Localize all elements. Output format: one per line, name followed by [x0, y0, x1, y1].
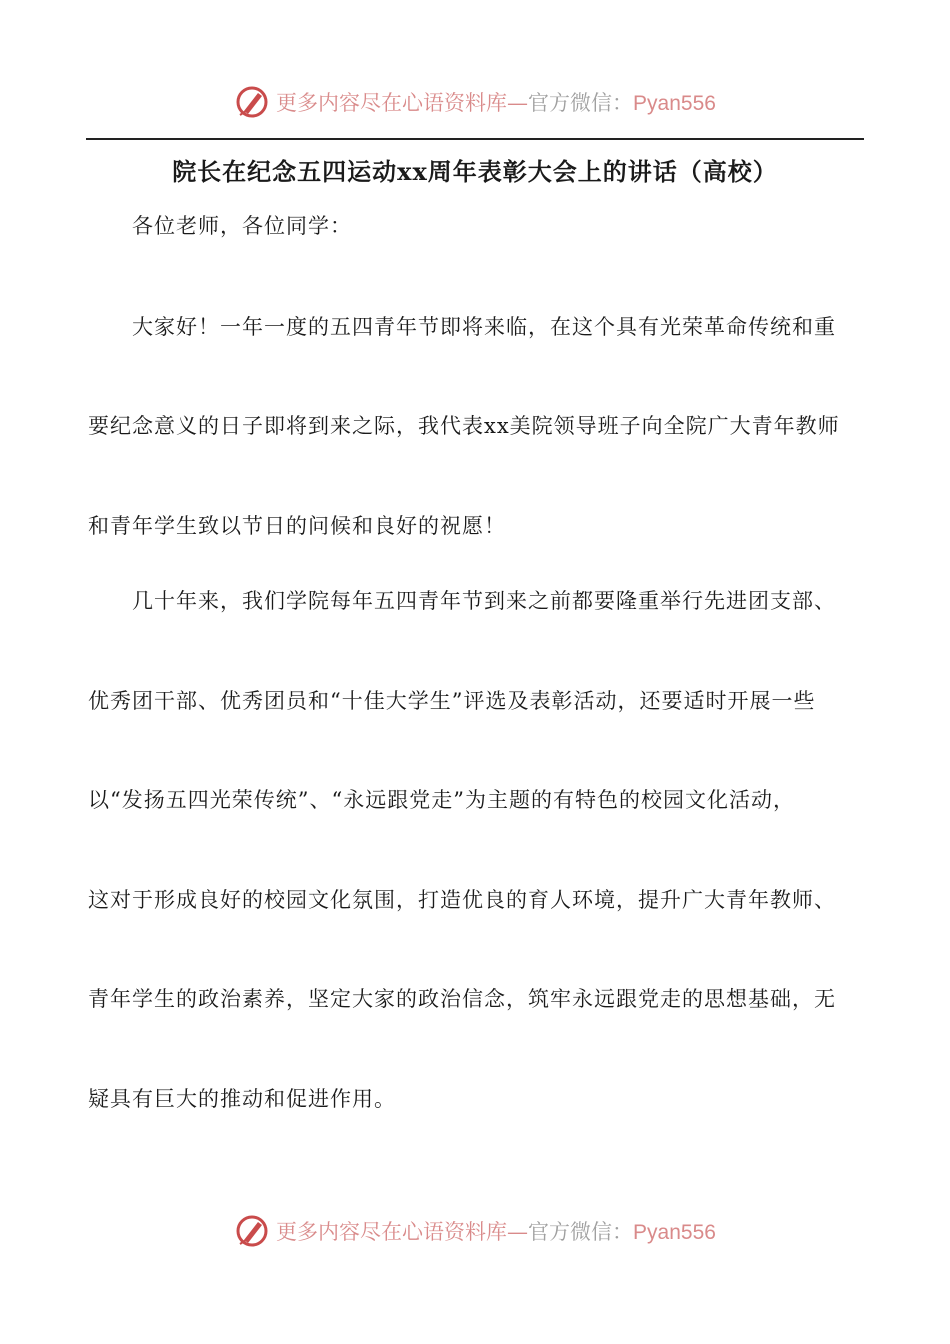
banner-wechat-id: Pyan556: [633, 92, 716, 115]
banner-dash: —: [507, 91, 529, 115]
paragraph-2-line-6: 疑具有巨大的推动和促进作用。: [88, 1087, 396, 1111]
paragraph-1-line-1: 大家好！一年一度的五四青年节即将来临，在这个具有光荣革命传统和重: [132, 315, 836, 339]
header-rule: [86, 138, 864, 140]
banner-main-text: 更多内容尽在心语资料库: [276, 1220, 508, 1244]
banner-wechat-id: Pyan556: [633, 1221, 716, 1244]
banner-wechat-label: 官方微信：: [528, 1220, 634, 1244]
document-title: 院长在纪念五四运动xx周年表彰大会上的讲话（高校）: [172, 157, 778, 186]
paragraph-2-line-2: 优秀团干部、优秀团员和“十佳大学生”评选及表彰活动，还要适时开展一些: [88, 689, 816, 713]
banner-text: [276, 1216, 716, 1246]
paragraph-1-line-3: 和青年学生致以节日的问候和良好的祝愿！: [88, 514, 506, 538]
paragraph-2-line-5: 青年学生的政治素养，坚定大家的政治信念，筑牢永远跟党走的思想基础，无: [88, 987, 836, 1011]
footer-banner: [0, 1209, 950, 1253]
paragraph-2-line-3: 以“发扬五四光荣传统”、“永远跟党走”为主题的有特色的校园文化活动，: [88, 788, 795, 812]
banner-main-text: 更多内容尽在心语资料库: [276, 91, 508, 115]
paragraph-2-line-4: 这对于形成良好的校园文化氛围，打造优良的育人环境，提升广大青年教师、: [88, 888, 836, 912]
banner-text: [276, 87, 716, 117]
paragraph-1-line-2: 要纪念意义的日子即将到来之际，我代表xx美院领导班子向全院广大青年教师: [88, 414, 840, 438]
paragraph-2-line-1: 几十年来，我们学院每年五四青年节到来之前都要隆重举行先进团支部、: [132, 589, 836, 613]
pen-logo-icon: [234, 1213, 270, 1249]
pen-logo-icon: [234, 84, 270, 120]
greeting: 各位老师，各位同学：: [132, 214, 352, 238]
banner-dash: —: [507, 1220, 529, 1244]
banner-wechat-label: 官方微信：: [528, 91, 634, 115]
header-banner: [0, 80, 950, 124]
